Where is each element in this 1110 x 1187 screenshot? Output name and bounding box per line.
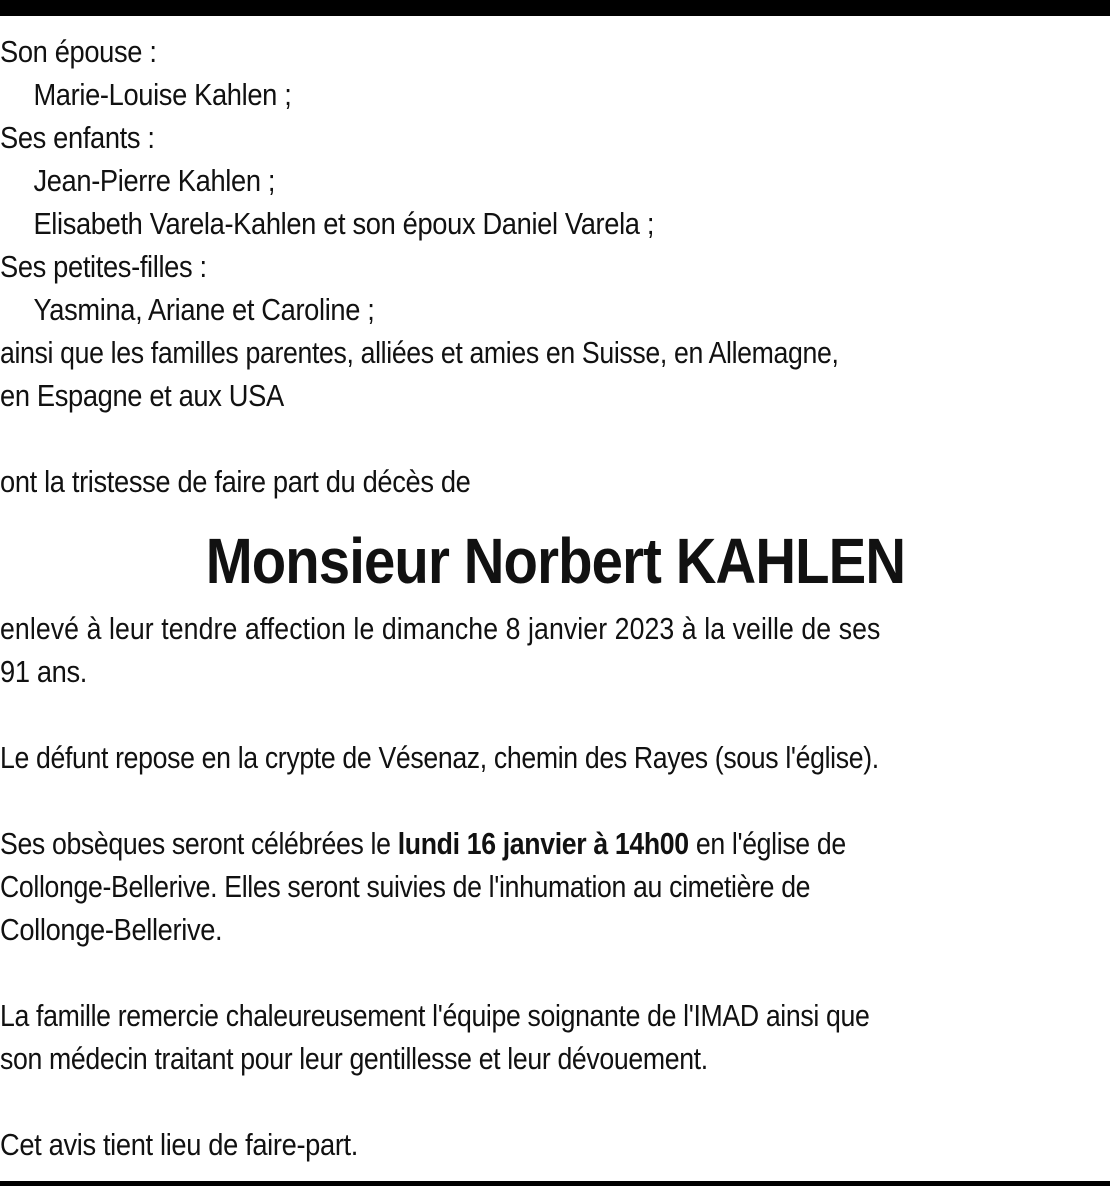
thanks-line: La famille remercie chaleureusement l'équipe soignante de l'IMAD ainsi que	[0, 998, 870, 1033]
closing-line: Cet avis tient lieu de faire-part.	[0, 1127, 359, 1162]
children-heading: Ses enfants :	[0, 120, 155, 155]
relatives-line: ainsi que les familles parentes, alliées et amies en Suisse, en Allemagne,	[0, 335, 839, 370]
child-name: Jean-Pierre Kahlen ;	[33, 163, 276, 198]
funeral-prefix: Ses obsèques seront célébrées le	[0, 826, 398, 861]
spacer	[0, 951, 1110, 994]
grandchildren-heading: Ses petites-filles :	[0, 249, 207, 284]
spacer	[0, 417, 1110, 460]
deceased-name	[0, 511, 1110, 611]
thanks-line: son médecin traitant pour leur gentillesse et leur dévouement.	[0, 1041, 708, 1076]
spacer	[0, 693, 1110, 736]
funeral-date: lundi 16 janvier à 14h00	[397, 826, 689, 861]
spacer	[0, 1080, 1110, 1123]
relatives-line: en Espagne et aux USA	[0, 378, 284, 413]
grandchildren-names: Yasmina, Ariane et Caroline ;	[33, 292, 375, 327]
obituary-notice	[0, 30, 1110, 1166]
deceased-name-text: Monsieur Norbert KAHLEN	[205, 525, 905, 597]
funeral-line: Collonge-Bellerive.	[0, 912, 223, 947]
funeral-line	[0, 822, 955, 865]
top-border-rule	[0, 0, 1110, 16]
funeral-line: Collonge-Bellerive. Elles seront suivies de l'inhumation au cimetière de	[0, 869, 811, 904]
funeral-suffix: en l'église de	[688, 826, 846, 861]
repose-line: Le défunt repose en la crypte de Vésenaz, chemin des Rayes (sous l'église).	[0, 740, 879, 775]
spacer	[0, 779, 1110, 822]
bottom-border-rule	[0, 1181, 1110, 1186]
child-name: Elisabeth Varela-Kahlen et son époux Daniel Varela ;	[33, 206, 655, 241]
announcement-intro: ont la tristesse de faire part du décès de	[0, 464, 471, 499]
death-line: enlevé à leur tendre affection le dimanche 8 janvier 2023 à la veille de ses	[0, 611, 881, 646]
death-line: 91 ans.	[0, 654, 88, 689]
spouse-heading: Son épouse :	[0, 34, 157, 69]
spouse-name: Marie-Louise Kahlen ;	[33, 77, 292, 112]
